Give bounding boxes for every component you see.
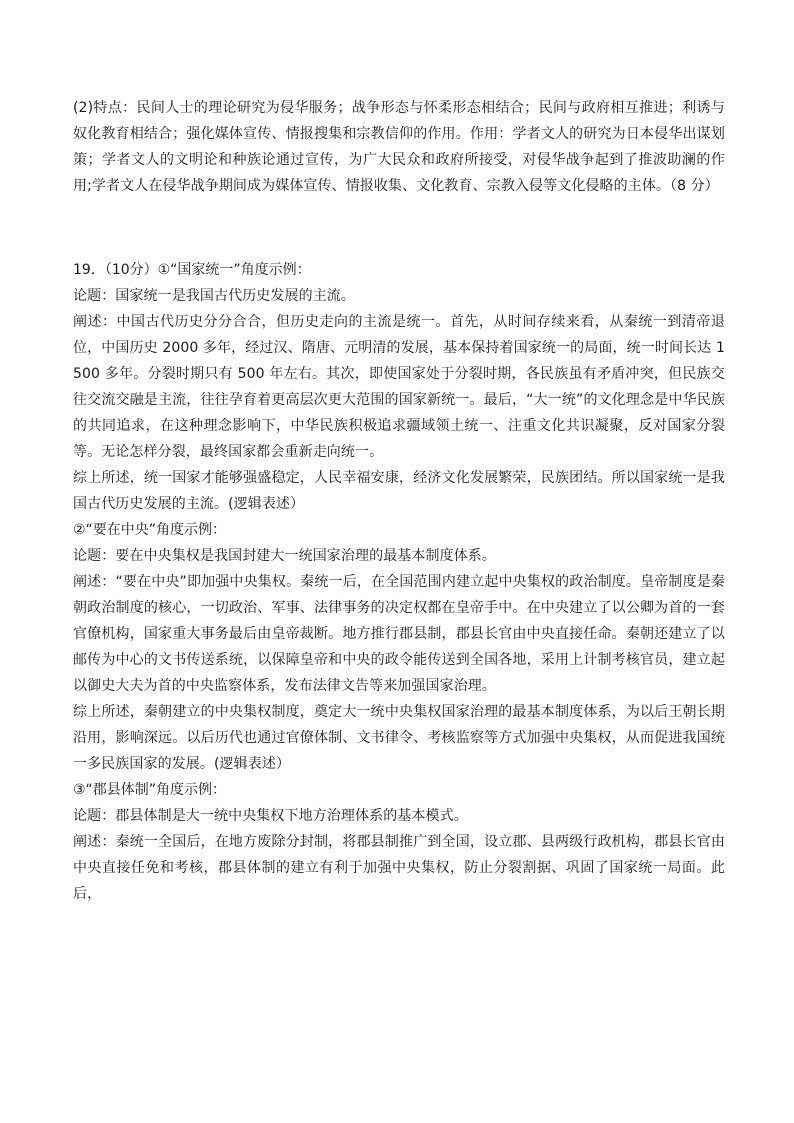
angle3-argument: 阐述：秦统一全国后，在地方废除分封制，将郡县制推广到全国，设立郡、县两级行政机构，郡县长官由中央直接任免和考核，郡县体制的建立有利于加强中央集权，防止分裂割据、巩固了国家统一局面。此后， [73,834,725,902]
answer-19-block [73,257,725,907]
angle3-thesis: 论题：郡县体制是大一统中央集权下地方治理体系的基本模式。 [73,808,468,824]
answer-18-part2-block [73,95,725,199]
angle3-header: ③“郡县体制”角度示例： [73,782,227,798]
angle1-argument: 阐述：中国古代历史分分合合，但历史走向的主流是统一。首先，从时间存续来看，从秦统一到清帝退位，中国历史 2000 多年，经过汉、隋唐、元明清的发展，基本保持着国家统一的局面，统一时间长达 1500 多年。分裂时期只有 500 年左右。其次，即使国家处于分裂时期，各民族虽有矛盾冲突，但民族交往交流交融是主流，往往孕育着更高层次更大范围的国家新统一。最后，“大一统”的文化理念是中华民族的共同追求，在这种理念影响下，中华民族积极追求疆域领土统一、注重文化共识凝聚，反对国家分裂等。无论怎样分裂，最终国家都会重新走向统一。 [73,314,725,460]
answer-19-header: 19．（10分）①“国家统一”角度示例： [73,262,311,278]
angle2-thesis: 论题：要在中央集权是我国封建大一统国家治理的最基本制度体系。 [73,548,496,564]
angle2-header: ②“要在中央”角度示例： [73,522,227,538]
angle1-conclusion: 综上所述，统一国家才能够强盛稳定，人民幸福安康，经济文化发展繁荣，民族团结。所以国家统一是我国古代历史发展的主流。(逻辑表述） [73,470,725,512]
angle1-thesis: 论题：国家统一是我国古代历史发展的主流。 [73,288,355,304]
angle2-conclusion: 综上所述，秦朝建立的中央集权制度，奠定大一统中央集权国家治理的最基本制度体系，为以后王朝长期沿用，影响深远。以后历代也通过官僚体制、文书律令、考核监察等方式加强中央集权，从而促进我国统一多民族国家的发展。(逻辑表述） [73,704,725,772]
angle2-argument: 阐述：“要在中央”即加强中央集权。秦统一后，在全国范围内建立起中央集权的政治制度。皇帝制度是秦朝政治制度的核心，一切政治、军事、法律事务的决定权都在皇帝手中。在中央建立了以公卿为首的一套官僚机构，国家重大事务最后由皇帝裁断。地方推行郡县制，郡县长官由中央直接任命。秦朝还建立了以邮传为中心的文书传送系统，以保障皇帝和中央的政令能传送到全国各地，采用上计制考核官员，建立起以御史大夫为首的中央监察体系，发布法律文告等来加强国家治理。 [73,574,725,694]
answer-18-part2-text: (2)特点：民间人士的理论研究为侵华服务；战争形态与怀柔形态相结合；民间与政府相互推进；利诱与奴化教育相结合；强化媒体宣传、情报搜集和宗教信仰的作用。作用：学者文人的研究为日本侵华出谋划策；学者文人的文明论和种族论通过宣传，为广大民众和政府所接受，对侵华战争起到了推波助澜的作用;学者文人在侵华战争期间成为媒体宣传、情报收集、文化教育、宗教入侵等文化侵略的主体。（8 分） [73,100,725,194]
